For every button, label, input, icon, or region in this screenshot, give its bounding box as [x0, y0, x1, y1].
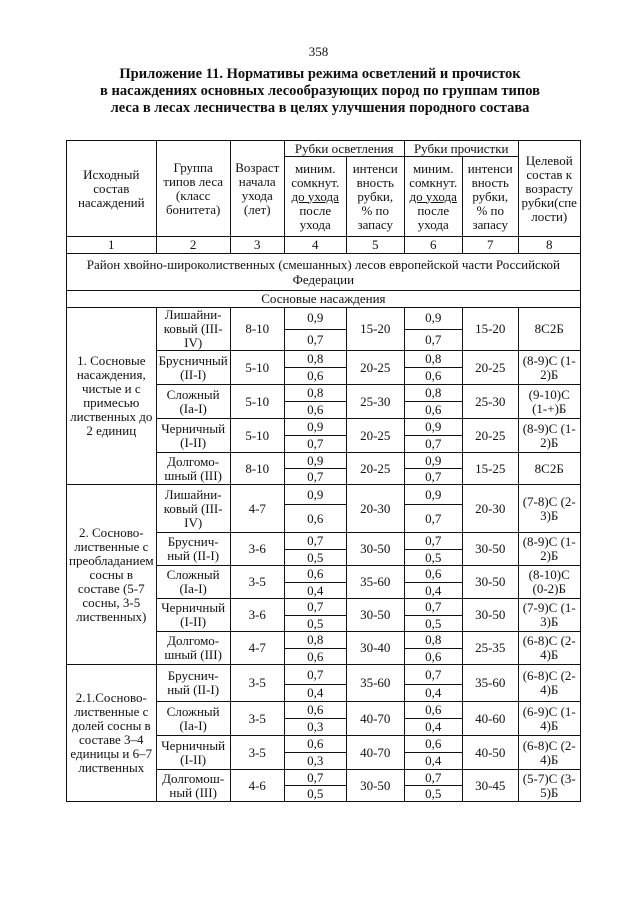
target-composition-cell: (6-8)С (2-4)Б	[518, 665, 580, 702]
intensity-pro-cell: 30-45	[462, 770, 518, 802]
density-before-pro-cell: 0,9	[404, 308, 462, 330]
density-after-pro-cell: 0,6	[404, 649, 462, 665]
start-age-cell: 3-6	[230, 533, 284, 566]
intensity-osv-cell: 30-50	[346, 599, 404, 632]
density-before-pro-cell: 0,8	[404, 351, 462, 368]
intensity-osv-cell: 20-25	[346, 419, 404, 453]
density-before-pro-cell: 0,8	[404, 632, 462, 649]
density-after-osv-cell: 0,5	[284, 616, 346, 632]
intensity-pro-cell: 40-50	[462, 736, 518, 770]
header-osvetlenie: Рубки осветления	[284, 141, 404, 157]
density-after-osv-cell: 0,4	[284, 685, 346, 702]
density-after-pro-cell: 0,4	[404, 753, 462, 770]
target-composition-cell: (8-9)С (1-2)Б	[518, 419, 580, 453]
density-after-osv-cell: 0,3	[284, 753, 346, 770]
section-row	[67, 291, 581, 308]
column-number: 3	[230, 237, 284, 254]
density-after-osv-cell: 0,6	[284, 368, 346, 385]
start-age-cell: 3-5	[230, 702, 284, 736]
table-row	[67, 308, 581, 330]
density-before-osv-cell: 0,6	[284, 736, 346, 753]
title-line: в насаждениях основных лесообразующих пород по группам типов	[100, 83, 540, 99]
forest-type-cell: Черничный (I-II)	[156, 736, 230, 770]
intensity-pro-cell: 30-50	[462, 566, 518, 599]
intensity-osv-cell: 30-50	[346, 770, 404, 802]
start-age-cell: 5-10	[230, 351, 284, 385]
header-forest-type-group: Группа типов леса (класс бонитета)	[156, 141, 230, 237]
region-label: Район хвойно-широколиственных (смешанных) лесов европейской части Российской Федерации	[67, 254, 581, 291]
start-age-cell: 3-5	[230, 665, 284, 702]
column-number: 8	[518, 237, 580, 254]
density-before-osv-cell: 0,7	[284, 533, 346, 550]
forest-type-cell: Сложный (Iа-I)	[156, 702, 230, 736]
table-row	[67, 665, 581, 685]
header-target-composition: Целевой состав к возрасту рубки(спе лости)	[518, 141, 580, 237]
target-composition-cell: (7-8)С (2-3)Б	[518, 485, 580, 533]
density-before-pro-cell: 0,7	[404, 533, 462, 550]
target-composition-cell: (8-9)С (1-2)Б	[518, 351, 580, 385]
table-header	[67, 141, 581, 254]
target-composition-cell: (6-8)С (2-4)Б	[518, 632, 580, 665]
target-composition-cell: (8-9)С (1-2)Б	[518, 533, 580, 566]
column-numbers-row	[67, 237, 581, 254]
title-line: Приложение 11. Нормативы режима осветлений и прочисток	[119, 66, 521, 82]
density-before-osv-cell: 0,9	[284, 453, 346, 469]
density-after-osv-cell: 0,4	[284, 583, 346, 599]
density-before-osv-cell: 0,7	[284, 770, 346, 786]
density-before-pro-cell: 0,8	[404, 385, 462, 402]
intensity-osv-cell: 20-25	[346, 351, 404, 385]
column-number: 1	[67, 237, 157, 254]
header-start-age: Возраст начала ухода (лет)	[230, 141, 284, 237]
density-before-pro-cell: 0,9	[404, 485, 462, 505]
density-after-pro-cell: 0,4	[404, 719, 462, 736]
target-composition-cell: 8С2Б	[518, 308, 580, 351]
density-after-osv-cell: 0,3	[284, 719, 346, 736]
forest-type-cell: Черничный (I-II)	[156, 419, 230, 453]
density-after-pro-cell: 0,7	[404, 469, 462, 485]
forest-type-cell: Бруснич-ный (II-I)	[156, 533, 230, 566]
intensity-pro-cell: 40-60	[462, 702, 518, 736]
target-composition-cell: (5-7)С (3-5)Б	[518, 770, 580, 802]
forest-type-cell: Долгомо-шный (III)	[156, 453, 230, 485]
header-intensity-osv: интенси вность рубки, % по запасу	[346, 157, 404, 237]
start-age-cell: 4-6	[230, 770, 284, 802]
density-after-pro-cell: 0,5	[404, 550, 462, 566]
intensity-osv-cell: 35-60	[346, 665, 404, 702]
density-after-osv-cell: 0,7	[284, 329, 346, 351]
initial-composition-cell: 2.1.Сосново-лиственные с долей сосны в составе 3–4 единицы и 6–7 лиственных	[67, 665, 157, 802]
start-age-cell: 4-7	[230, 485, 284, 533]
target-composition-cell: (8-10)С (0-2)Б	[518, 566, 580, 599]
start-age-cell: 8-10	[230, 308, 284, 351]
initial-composition-cell: 1. Сосновые насаждения, чистые и с примесью лиственных до 2 единиц	[67, 308, 157, 485]
forest-type-cell: Бруснич-ный (II-I)	[156, 665, 230, 702]
forest-type-cell: Брусничный (II-I)	[156, 351, 230, 385]
forest-type-cell: Лишайни-ковый (III-IV)	[156, 308, 230, 351]
header-min-density-osv: миним. сомкнут. до ухода после ухода	[284, 157, 346, 237]
density-after-osv-cell: 0,6	[284, 402, 346, 419]
density-before-pro-cell: 0,7	[404, 770, 462, 786]
forest-type-cell: Сложный (Iа-I)	[156, 385, 230, 419]
table-row	[67, 485, 581, 505]
region-row	[67, 254, 581, 291]
density-before-osv-cell: 0,8	[284, 385, 346, 402]
header-initial-composition: Исходный состав насаждений	[67, 141, 157, 237]
norms-table	[66, 140, 581, 802]
density-after-osv-cell: 0,6	[284, 505, 346, 533]
start-age-cell: 4-7	[230, 632, 284, 665]
density-before-pro-cell: 0,7	[404, 665, 462, 685]
intensity-osv-cell: 20-30	[346, 485, 404, 533]
target-composition-cell: (6-9)С (1-4)Б	[518, 702, 580, 736]
intensity-osv-cell: 40-70	[346, 736, 404, 770]
intensity-pro-cell: 20-25	[462, 351, 518, 385]
density-before-pro-cell: 0,6	[404, 702, 462, 719]
target-composition-cell: (6-8)С (2-4)Б	[518, 736, 580, 770]
density-after-pro-cell: 0,4	[404, 583, 462, 599]
density-before-osv-cell: 0,9	[284, 485, 346, 505]
title-line: леса в лесах лесничества в целях улучшения породного состава	[110, 100, 530, 116]
density-before-pro-cell: 0,9	[404, 419, 462, 436]
intensity-osv-cell: 30-40	[346, 632, 404, 665]
forest-type-cell: Сложный (Iа-I)	[156, 566, 230, 599]
density-after-osv-cell: 0,5	[284, 550, 346, 566]
column-number: 4	[284, 237, 346, 254]
column-number: 5	[346, 237, 404, 254]
header-min-density-pro: миним. сомкнут. до ухода после ухода	[404, 157, 462, 237]
density-before-pro-cell: 0,6	[404, 566, 462, 583]
density-after-pro-cell: 0,7	[404, 436, 462, 453]
density-before-pro-cell: 0,6	[404, 736, 462, 753]
forest-type-cell: Лишайни-ковый (III-IV)	[156, 485, 230, 533]
column-number: 6	[404, 237, 462, 254]
density-after-pro-cell: 0,6	[404, 368, 462, 385]
density-after-osv-cell: 0,6	[284, 649, 346, 665]
density-after-pro-cell: 0,5	[404, 616, 462, 632]
intensity-pro-cell: 20-30	[462, 485, 518, 533]
density-after-pro-cell: 0,7	[404, 505, 462, 533]
intensity-osv-cell: 40-70	[346, 702, 404, 736]
forest-type-cell: Долгомо-шный (III)	[156, 632, 230, 665]
column-number: 2	[156, 237, 230, 254]
intensity-osv-cell: 35-60	[346, 566, 404, 599]
forest-type-cell: Черничный (I-II)	[156, 599, 230, 632]
density-before-osv-cell: 0,9	[284, 308, 346, 330]
density-after-osv-cell: 0,5	[284, 786, 346, 802]
initial-composition-cell: 2. Сосново-лиственные с преобладанием сосны в составе (5-7 сосны, 3-5 лиственных)	[67, 485, 157, 665]
target-composition-cell: 8С2Б	[518, 453, 580, 485]
density-before-pro-cell: 0,9	[404, 453, 462, 469]
density-before-osv-cell: 0,9	[284, 419, 346, 436]
intensity-pro-cell: 35-60	[462, 665, 518, 702]
intensity-osv-cell: 15-20	[346, 308, 404, 351]
density-before-osv-cell: 0,7	[284, 665, 346, 685]
header-prochistka: Рубки прочистки	[404, 141, 518, 157]
intensity-osv-cell: 25-30	[346, 385, 404, 419]
density-after-pro-cell: 0,6	[404, 402, 462, 419]
start-age-cell: 3-6	[230, 599, 284, 632]
header-intensity-pro: интенси вность рубки, % по запасу	[462, 157, 518, 237]
intensity-pro-cell: 15-20	[462, 308, 518, 351]
density-before-pro-cell: 0,7	[404, 599, 462, 616]
density-before-osv-cell: 0,8	[284, 632, 346, 649]
density-after-osv-cell: 0,7	[284, 469, 346, 485]
intensity-pro-cell: 30-50	[462, 599, 518, 632]
page-number: 358	[308, 44, 329, 59]
intensity-pro-cell: 30-50	[462, 533, 518, 566]
intensity-pro-cell: 20-25	[462, 419, 518, 453]
density-before-osv-cell: 0,8	[284, 351, 346, 368]
target-composition-cell: (9-10)С (1-+)Б	[518, 385, 580, 419]
intensity-osv-cell: 30-50	[346, 533, 404, 566]
intensity-pro-cell: 15-25	[462, 453, 518, 485]
density-before-osv-cell: 0,6	[284, 702, 346, 719]
density-before-osv-cell: 0,6	[284, 566, 346, 583]
appendix-title	[60, 66, 580, 117]
start-age-cell: 5-10	[230, 419, 284, 453]
section-label: Сосновые насаждения	[67, 291, 581, 308]
density-after-pro-cell: 0,5	[404, 786, 462, 802]
start-age-cell: 3-5	[230, 566, 284, 599]
density-after-osv-cell: 0,7	[284, 436, 346, 453]
target-composition-cell: (7-9)С (1-3)Б	[518, 599, 580, 632]
density-after-pro-cell: 0,7	[404, 329, 462, 351]
table-body	[67, 254, 581, 802]
start-age-cell: 8-10	[230, 453, 284, 485]
density-before-osv-cell: 0,7	[284, 599, 346, 616]
intensity-osv-cell: 20-25	[346, 453, 404, 485]
intensity-pro-cell: 25-30	[462, 385, 518, 419]
start-age-cell: 3-5	[230, 736, 284, 770]
start-age-cell: 5-10	[230, 385, 284, 419]
intensity-pro-cell: 25-35	[462, 632, 518, 665]
forest-type-cell: Долгомош-ный (III)	[156, 770, 230, 802]
column-number: 7	[462, 237, 518, 254]
density-after-pro-cell: 0,4	[404, 685, 462, 702]
